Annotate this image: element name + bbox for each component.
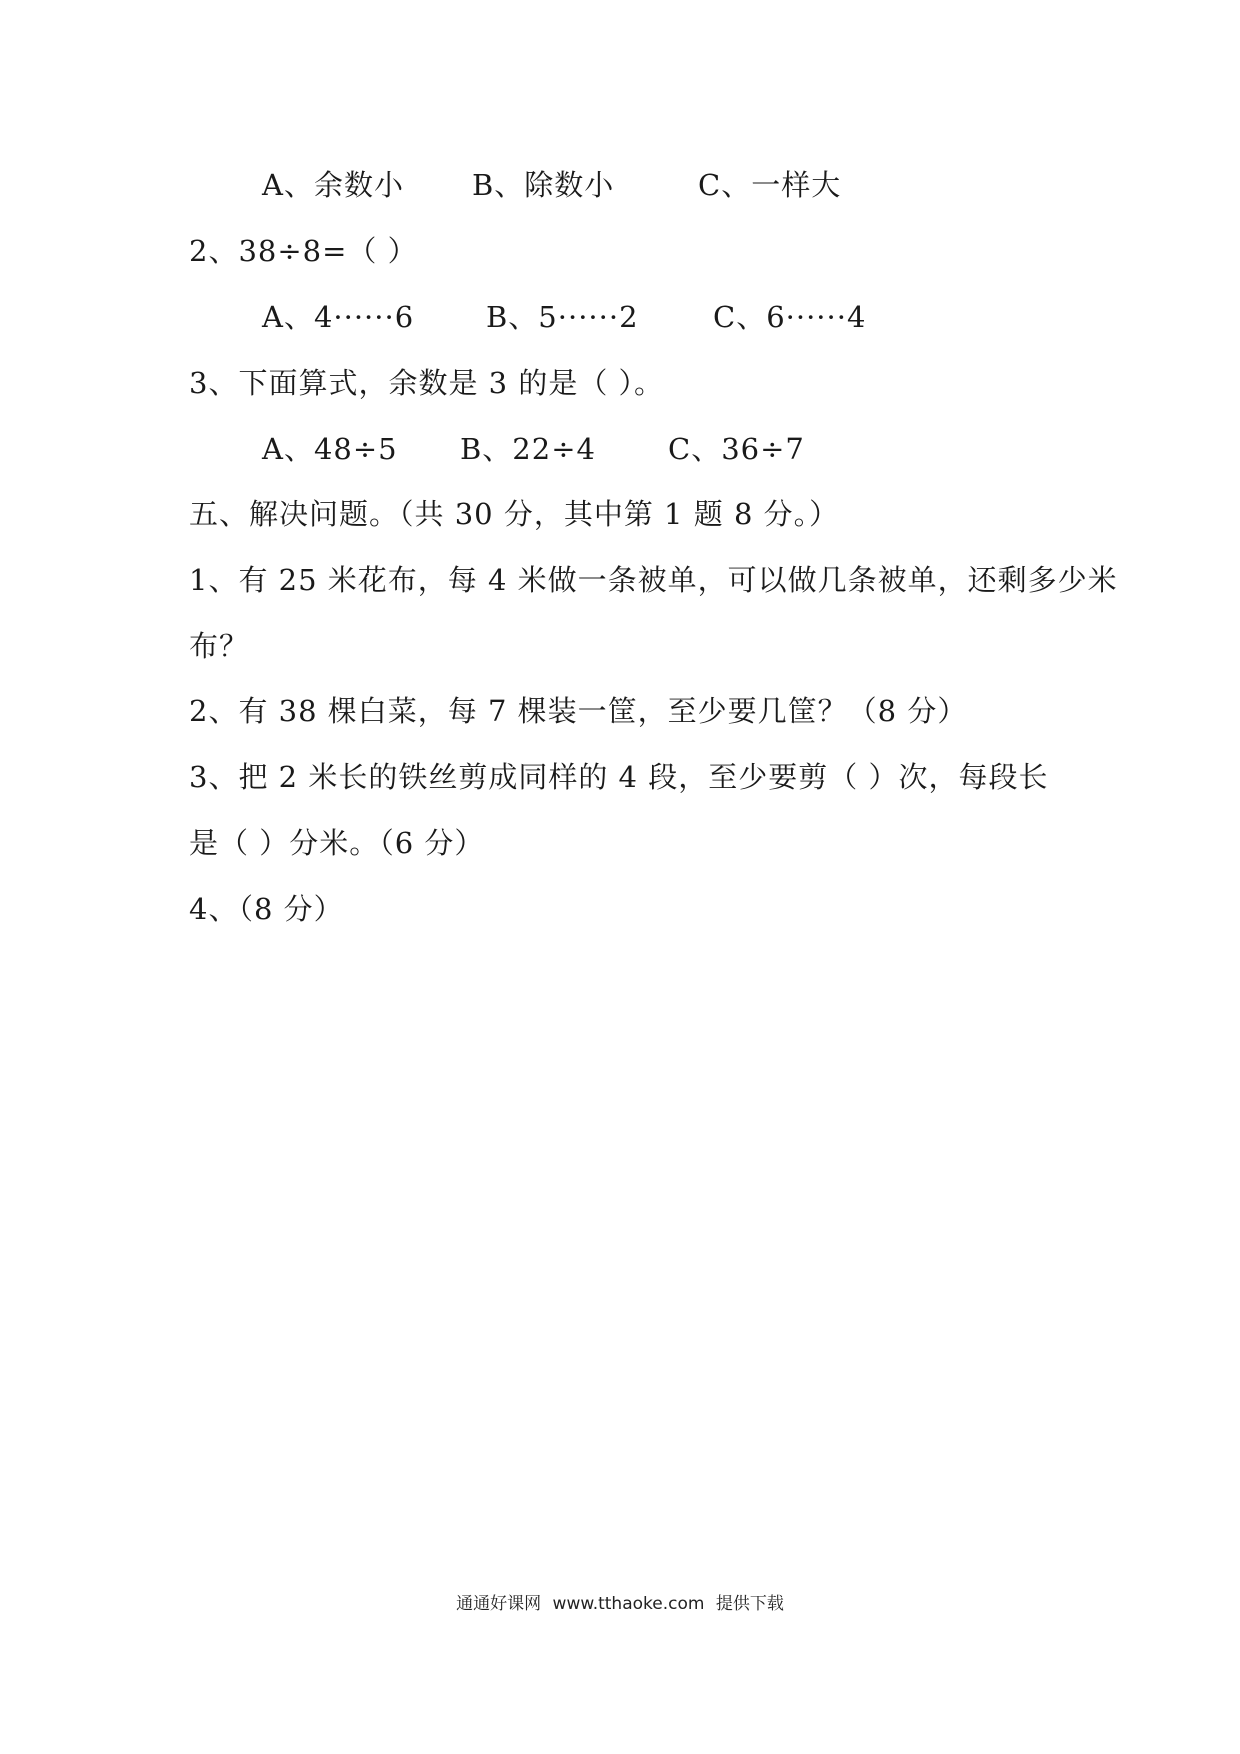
q1-option-c: C、一样大 [698,168,842,202]
problem2-text: 2、有 38 棵白菜，每 7 棵装一筐，至少要几筐？（8 分） [189,694,968,728]
q3-option-c: C、36÷7 [668,432,805,466]
q2-option-a: A、4······6 [262,300,415,334]
page-footer: 通通好课网 www.tthaoke.com 提供下载 [456,1594,784,1614]
problem1-line1: 1、有 25 米花布，每 4 米做一条被单，可以做几条被单，还剩多少米 [189,563,1118,597]
q3-option-b: B、22÷4 [460,432,596,466]
q1-option-a: A、余数小 [262,168,404,202]
q3-text: 3、下面算式，余数是 3 的是（ ）。 [189,366,665,400]
q1-option-b: B、除数小 [472,168,615,202]
problem4-text: 4、（8 分） [189,892,344,926]
q2-option-c: C、6······4 [713,300,867,334]
problem3-line2: 是（ ）分米。（6 分） [189,826,485,860]
q2-text: 2、38÷8=（ ） [189,234,418,268]
q3-option-a: A、48÷5 [262,432,398,466]
q2-option-b: B、5······2 [486,300,639,334]
problem1-line2: 布？ [189,629,250,663]
problem3-line1: 3、把 2 米长的铁丝剪成同样的 4 段，至少要剪（ ）次，每段长 [189,760,1049,794]
section5-heading: 五、解决问题。（共 30 分，其中第 1 题 8 分。） [189,497,840,531]
